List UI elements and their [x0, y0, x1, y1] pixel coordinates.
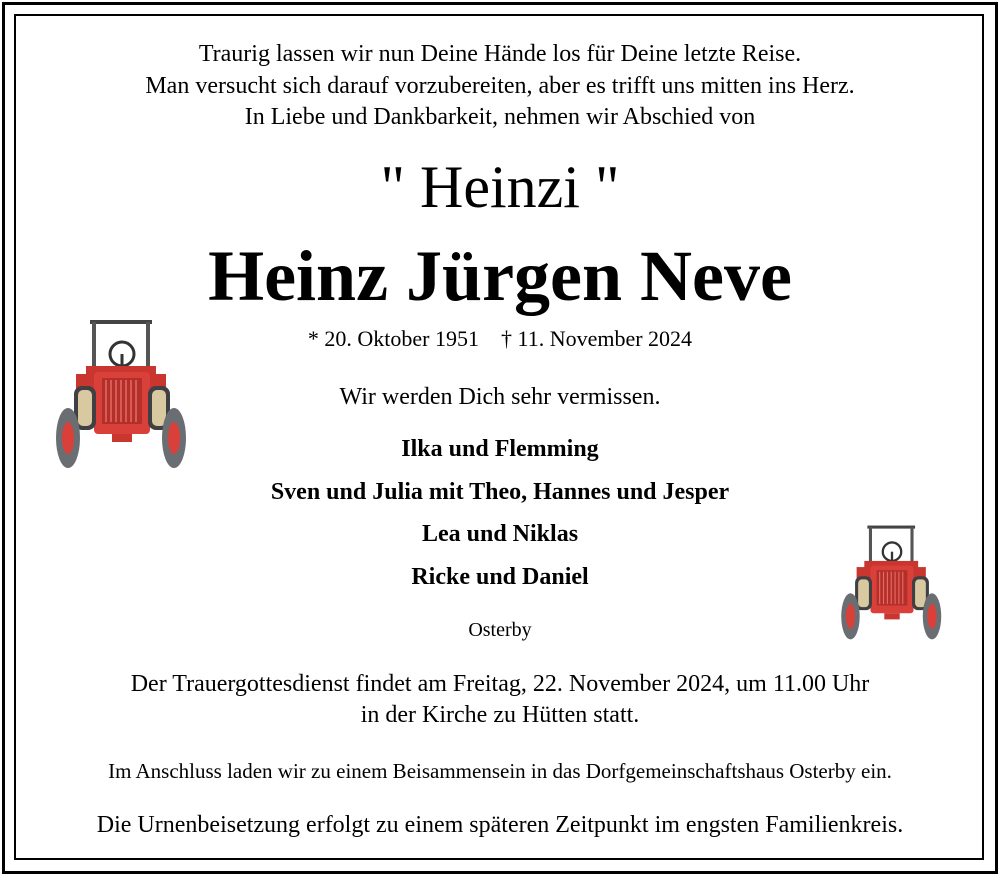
- tractor-icon: [52, 318, 192, 474]
- family-line-1: Ilka und Flemming: [401, 436, 599, 462]
- service-line-1: Der Trauergottesdienst findet am Freitag, 22. November 2024, um 11.00 Uhr: [130, 671, 870, 697]
- miss-text: Wir werden Dich sehr vermissen.: [339, 384, 661, 410]
- intro-line-1: Traurig lassen wir nun Deine Hände los für Deine letzte Reise.: [198, 41, 802, 67]
- family-line-2: Sven und Julia mit Theo, Hannes und Jesper: [270, 479, 730, 505]
- family-line-3: Lea und Niklas: [421, 521, 579, 547]
- intro-line-3: In Liebe und Dankbarkeit, nehmen wir Abschied von: [244, 104, 756, 130]
- tractor-icon: [838, 524, 946, 644]
- birth-death-dates: * 20. Oktober 1951 † 11. November 2024: [307, 326, 693, 351]
- gathering-text: Im Anschluss laden wir zu einem Beisammensein in das Dorfgemeinschaftshaus Osterby ein.: [108, 759, 892, 783]
- burial-text: Die Urnenbeisetzung erfolgt zu einem späteren Zeitpunkt im engsten Familienkreis.: [96, 812, 904, 838]
- intro-line-2: Man versucht sich darauf vorzubereiten, aber es trifft uns mitten ins Herz.: [145, 73, 855, 99]
- full-name: Heinz Jürgen Neve: [208, 236, 792, 316]
- place: Osterby: [468, 619, 532, 641]
- service-line-2: in der Kirche zu Hütten statt.: [360, 702, 640, 728]
- nickname: " Heinzi ": [380, 154, 620, 220]
- family-line-4: Ricke und Daniel: [411, 564, 589, 590]
